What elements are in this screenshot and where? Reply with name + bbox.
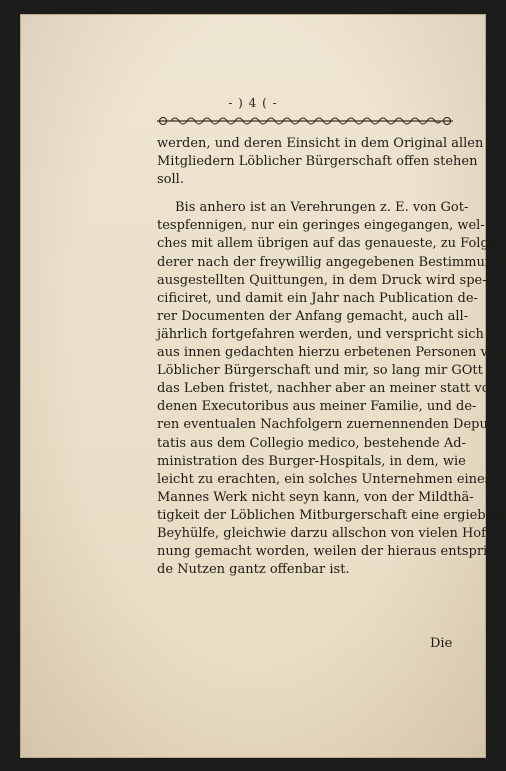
page-number: - ) 4 ( -: [228, 96, 278, 110]
text-line: soll.: [157, 172, 184, 188]
document-page: [20, 14, 506, 758]
text-line: werden, und deren Einsicht in dem Original allen: [157, 136, 484, 151]
paragraph-1: [157, 135, 484, 189]
text-line: jährlich fortgefahren werden, und verspricht sich: [157, 326, 484, 342]
text-line: ches mit allem übrigen auf das genaueste, zu Folge: [157, 236, 497, 252]
text-line: Mitgliedern Löblicher Bürgerschaft offen stehen: [157, 154, 478, 170]
text-line: derer nach der freywillig angegebenen Bestimmung: [157, 254, 502, 270]
text-line: Löblicher Bürgerschaft und mir, so lang mir GOtt: [157, 363, 483, 379]
text-line: ausgestellten Quittungen, in dem Druck wird spe-: [157, 272, 487, 288]
text-line: tatis aus dem Collegio medico, bestehende Ad-: [157, 435, 466, 451]
paragraph-2: [157, 199, 506, 579]
catchword: Die: [430, 636, 453, 651]
text-line: tespfennigen, nur ein geringes eingegangen, wel-: [157, 218, 485, 234]
text-line: denen Executoribus aus meiner Familie, und de-: [157, 399, 477, 415]
text-line: ministration des Burger-Hospitals, in dem, wie: [157, 453, 466, 469]
text-line: leicht zu erachten, ein solches Unternehmen eines: [157, 471, 492, 487]
text-line: Beyhülfe, gleichwie darzu allschon von vielen Hoff-: [157, 525, 495, 541]
text-line: tigkeit der Löblichen Mitburgerschaft eine ergiebige: [157, 507, 506, 523]
text-line: de Nutzen gantz offenbar ist.: [157, 562, 350, 578]
text-line: rer Documenten der Anfang gemacht, auch all-: [157, 308, 469, 324]
text-line: das Leben fristet, nachher aber an meiner statt von: [157, 381, 498, 397]
text-line: cificiret, und damit ein Jahr nach Publication de-: [157, 290, 478, 306]
text-line: aus innen gedachten hierzu erbetenen Personen von: [157, 345, 505, 361]
text-line: nung gemacht worden, weilen der hieraus entsprin-: [157, 544, 500, 560]
text-line: ren eventualen Nachfolgern zuernennenden Depu-: [157, 417, 493, 433]
text-line: Bis anhero ist an Verehrungen z. E. von Got-: [175, 200, 469, 216]
body-text: [157, 135, 506, 579]
decorative-border-ornament: [157, 114, 453, 128]
text-line: Mannes Werk nicht seyn kann, von der Mildthä-: [157, 489, 474, 505]
